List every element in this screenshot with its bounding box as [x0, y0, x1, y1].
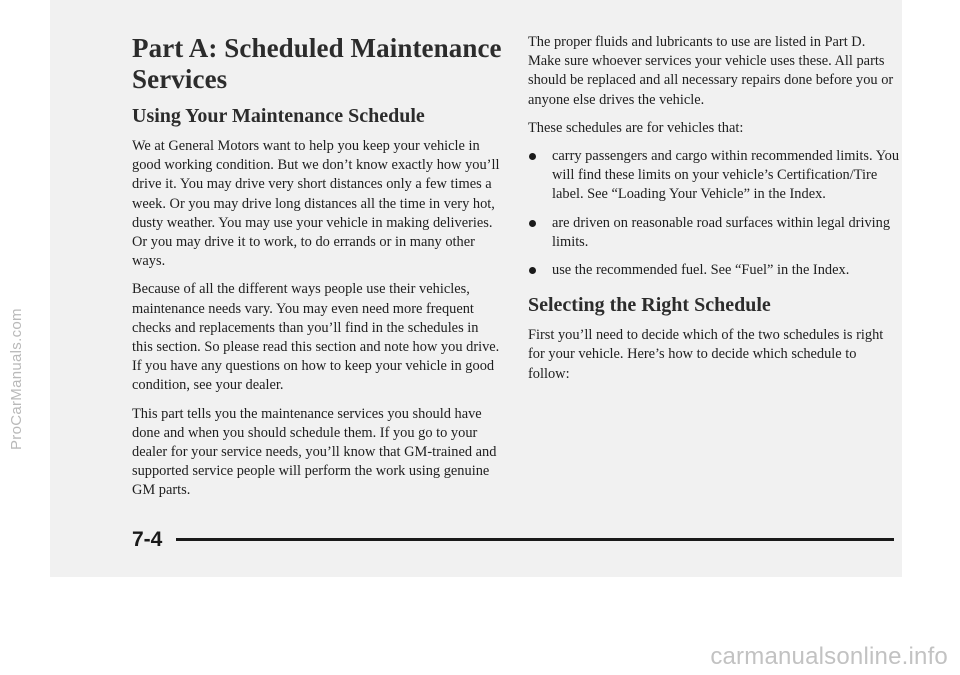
section-title-line1: Part A: Scheduled Maintenance [132, 33, 502, 63]
list-item-text: are driven on reasonable road surfaces within legal driving limits. [552, 214, 891, 250]
section-title [132, 33, 502, 95]
bullet-icon [529, 220, 536, 227]
bottom-watermark: carmanualsonline.info [710, 643, 948, 670]
list-item [528, 214, 900, 252]
side-watermark: ProCarManuals.com [8, 308, 25, 450]
heading-selecting-schedule: Selecting the Right Schedule [528, 294, 771, 317]
right-column [528, 33, 900, 384]
list-item-text: use the recommended fuel. See “Fuel” in the Index. [552, 262, 850, 279]
heading-using-schedule: Using Your Maintenance Schedule [132, 105, 425, 127]
paragraph-decide: First you’ll need to decide which of the two schedules is right for your vehicle. Here’s how to decide which schedule to follow: [528, 327, 884, 382]
footer-rule [176, 538, 894, 541]
section-title-line2: Services [132, 64, 228, 94]
bullet-icon [529, 153, 536, 160]
list-item [528, 261, 900, 280]
paragraph-maintenance-needs: Because of all the different ways people use their vehicles, maintenance needs vary. You may even need more frequent checks and replacements than you’ll find in the schedules in this section. So please read this section and note how you drive. If you have any questions on how to keep your vehicle in good condition, see your dealer. [132, 281, 500, 394]
vehicle-conditions-list [528, 147, 900, 280]
paragraph-schedules-for: These schedules are for vehicles that: [528, 119, 744, 136]
list-item-text: carry passengers and cargo within recommended limits. You will find these limits on your vehicle’s Certification/Tire label. See “Loading Your Vehicle” in the Index. [552, 148, 900, 203]
bullet-icon [529, 267, 536, 274]
paragraph-fluids: The proper fluids and lubricants to use are listed in Part D. Make sure whoever services your vehicle uses these. All parts should be replaced and all necessary repairs done before you or anyone else drives the vehicle. [528, 34, 894, 108]
paragraph-intro: We at General Motors want to help you keep your vehicle in good working condition. But we don’t know exactly how you’ll drive it. You may drive very short distances only a few times a week. Or you may drive long distances all the time in very hot, dusty weather. You may use your vehicle in making deliveries. Or you may drive it to work, to do errands or in many other ways. [132, 138, 500, 270]
list-item [528, 147, 900, 205]
page-number: 7-4 [132, 528, 163, 551]
manual-page [50, 0, 902, 577]
left-column [132, 33, 502, 501]
paragraph-services: This part tells you the maintenance services you should have done and when you should schedule them. If you go to your dealer for your service needs, you’ll know that GM-trained and supported service people will perform the work using genuine GM parts. [132, 405, 497, 499]
